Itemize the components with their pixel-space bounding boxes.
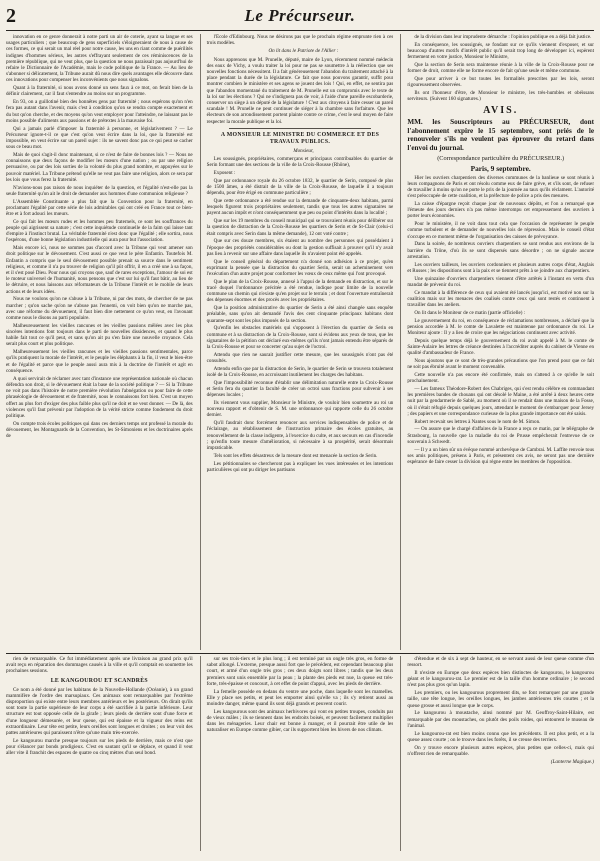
- paragraph: Pour le ministère, il ne voit dans tout cela que l'occasion de représenter le peuple comme turbulent et de demander de nouvelles lois de répression. Mais le conseil d'état s'occupe en ce moment même de l'organisation des caisses de prévoyance.: [407, 221, 595, 240]
- paragraph: Les premiers, ou les kangourous proprement dits, se font remarquer par une grande taille, une tête longue, les oreilles longues, les jambes antérieures très courtes ; et la queue grosse et aussi longue que le corps.: [407, 690, 595, 709]
- feuilleton-body: [6, 687, 193, 757]
- paragraph: Qu'il faudrait donc forcément renoncer aux services indispensables de police et de l'éclairage, au rétablissement de l'instruction primaire des écoles gratuites, au renouvellement de la classe indigente, à l'exercice du culte, et aux secours en cas d'incendie ; qu'enfin toute mesure d'amélioration, si nécessaire à sa prospérité, serait désormais impraticable.: [206, 420, 394, 452]
- paragraph: Que l'impossibilité reconnue d'établir une délimitation naturelle entre la Croix-Rousse et Serin fera du quartier la faculté de créer un octroi sans fractions pour subvenir à ses dépenses locales ;: [206, 379, 394, 399]
- column-1-body: [6, 34, 193, 439]
- feuilleton-heading: LE KANGOUROU ET SCANDRÈS: [50, 677, 148, 684]
- column-2-body: [207, 57, 394, 125]
- masthead: [6, 4, 594, 31]
- lower-column-1-body: [6, 656, 193, 675]
- paragraph: Que cette ordonnance a été rendue sur la demande de cinquante-deux habitans, parmi lesquels figurent trois propriétaires seulement, tandis que tous les autres signataires ne payent aucun impôt et n'ont conséquemment que peu ou point d'intérêts dans la localité ;: [206, 198, 394, 217]
- paragraph: innovation en ce genre donnerait à notre parti un air de coterie, ayant sa langue et ses usages particuliers ; que beaucoup de gens superficiels s'éloigneraient de nous à cause de ces formes, ce qui serait un mal réel pour notre cause, les uns en riant comme de puérilités indignes d'hommes sérieux, les autres s'effrayant seulement de ces réminiscences de la première république, qui ne veut plus, que la question ne nous paraissait pas aujourd'hui de refaire le Dictionnaire de l'Académie, mais le code politique de la France. — Au lieu de s'abonner si délicatement, la Tribune aurait dû nous dire quels avantages elle découvre dans ces innovations pour compenser les inconvénients que nous signalons.: [6, 34, 193, 84]
- column-2-intro: l'École d'Edinbourg. Nous ne désirons pas que le prochain régime emprunte rien à ces trois modèles.: [206, 34, 394, 47]
- paragraph: Que par ordonnance royale du 26 octobre 1832, le quartier de Serin, composé de plus de 1500 âmes, a été distrait de la ville de la Croix-Rousse, de laquelle il a toujours dépendu, pour être érigé en commune particulière ;: [206, 177, 394, 197]
- paragraph: Malheureusement les vieilles rancunes et les vieilles passions mêlées avec les plus sincères intentions font toujours dans le parti de nouvelles dissidences, et quand le plus habile fait tout ce qu'il peut, et sans qu'on ait pu s'en faire une nouvelle croyance. Cela serait plus court et plus politique.: [6, 322, 193, 348]
- paragraph: Que sur les 19 membres du conseil municipal qui se trouvaient réunis pour délibérer sur la question de distraction de la Croix-Rousse les quartiers de Serin et de St-Clair (celui-ci était compris avec Serin dans la même demande), 12 ont voté contre ;: [206, 218, 394, 237]
- lower-column-3-body: [407, 656, 594, 757]
- paragraph: Attendu que rien ne saurait justifier cette mesure, que les soussignés n'ont pas été consultés.: [206, 351, 394, 365]
- paragraph: En conséquence, les soussignés, se fondant sur ce qu'ils viennent d'exposer, et sur beaucoup d'autres motifs d'intérêt public qu'il serait trop long de développer ici, espèrent fermement en votre justice, Monsieur le Ministre,: [407, 41, 595, 61]
- paragraph: Mais de quoi s'agit-il donc maintenant, si ce n'est de faire de bonnes lois ? — Nous ne connaissons que deux façons de modifier les mœurs d'une nation ; ou par une religion persuasive, ou par des lois sorties de la volonté du plus grand nombre, et appuyées sur le pouvoir matériel. La Tribune prétend qu'elle ne veut pas faire une religion, alors ce sera par les lois que vous ferez la fraternité.: [6, 152, 193, 183]
- paragraph: Une quinzaine d'ouvriers charpentiers viennent d'être arrêtés à l'instant en vertu d'un mandat de prévenir du roi.: [407, 275, 595, 288]
- section-title: On lit dans le Patriote de l'Allier :: [268, 48, 339, 55]
- section-divider: [229, 128, 372, 129]
- paragraph: L'Assemblée Constituante a plus fait que la Convention pour la fraternité, en proclamant l'égalité par cette série de lois admirables qui ont créé en France tout ce bien-être et à fort adouci les mœurs.: [6, 198, 193, 218]
- paragraph: Dans la soirée, de nombreux ouvriers charpentiers se sont rendus aux environs de la barrière du Trône, d'où ils se sont dispersés sans désordre ; on ne signale aucune arrestation.: [407, 241, 595, 260]
- paris-news-body: [407, 175, 594, 466]
- paragraph: Attendu enfin que par la distraction de Serin, le quartier de Serin se trouvera totalement isolé de la Croix-Rousse, en accroissant inutilement les charges des habitans.: [206, 365, 394, 379]
- column-3: [400, 34, 594, 650]
- paragraph: Ce qui fait les mœurs rudes et les hommes peu fraternels, ce sont les souffrances du peuple qui aigrissent sa nature ; c'est cette inquiétude continuelle de la faim qui laisse tant d'empire à l'instinct brutal. La véritable fraternité n'est donc que l'égalité ; elle sortira, nous l'espérons, d'une bonne législation industrielle qui aura pour but l'association.: [6, 218, 193, 244]
- letter-heading: A MONSIEUR LE MINISTRE DU COMMERCE ET DES TRAVAUX PUBLICS.: [220, 131, 380, 145]
- paragraph: Il n'existe en Europe que deux espèces bien distinctes de kangourou, le kangourou géant et le kangourou-rat. Le premier est de la taille d'un homme ordinaire ; le second n'est pas plus gros qu'un lapin.: [407, 670, 595, 689]
- source-signature: (Lanterne Magique.): [550, 758, 595, 765]
- letter-salutation: Monsieur,: [293, 147, 314, 154]
- page-number: 2: [6, 5, 16, 27]
- lower-column-1: [6, 656, 193, 851]
- paragraph: Qui a jamais parlé d'imposer la fraternité à personne, et législativement ? — Le Précurseur ignore-t-il ce que c'est qu'on veut écrire dans la loi, que la fraternité est impossible, en veut écrire sur un pareil sujet : ils ne savent donc pas ce qui peut se cacher sous ce beau mot.: [6, 125, 193, 151]
- avis-notice: MM. les Souscripteurs au PRÉCURSEUR, dont l'abonnement expire le 15 septembre, sont priés de le renouveler s'ils ne veulent pas éprouver du retard dans l'envoi du journal.: [407, 118, 595, 152]
- column-2: [200, 34, 394, 650]
- column-3-intro: de la division dans leur imprudente démarche : l'opinion publique en a déjà fait justice.: [414, 34, 592, 40]
- paragraph: Les kangourous sont des animaux herbivores qui vont en petites troupes, conduits par de vieux mâles ; ils se tiennent dans les endroits boisés, et peuvent facilement multiplier dans les ménageries. Leur chair est bonne à manger, et il pourrait être utile de les naturaliser en Europe comme gibier, car ils supportent bien les hivers de nos climats.: [206, 708, 394, 734]
- avis-heading: AVIS.: [483, 105, 519, 117]
- paragraph: Robert recevait ses lettres à Nantes sous le nom de M. Simon.: [414, 418, 541, 425]
- journal-title: Le Précurseur.: [244, 6, 356, 25]
- paragraph: Ce nom a été donné par les habitans de la Nouvelle-Hollande (Océanie), à un grand mammifère de l'ordre des marsupiaux. Ces animaux sont remarquables par l'extrême disproportion qui existe entre leurs membres antérieurs et les postérieurs. On dirait qu'ils sont toute la partie supérieure de leur corps a été sacrifiée à la partie inférieure. Leur structure est tout opposée celle de la girafe ; leurs pieds de derrière sont d'une force et d'une longueur démesurée, et leur queue, qui est épaisse et la vigueur des reins est extraordinaire. Leur tête est petite, leurs oreilles sont longues et droites ; on leur voit des pattes antérieures qui paraissent n'être qu'une main très-exercée.: [6, 686, 193, 737]
- paragraph: Nous ajoutons que ce sont de très-grandes précautions que l'on prend pour que ce fait ne soit pas ébruité avant le moment convenable.: [407, 358, 595, 371]
- paragraph: Ce mandat à la différence de ceux qui avaient été lancés jusqu'ici, est motivé non sur la coalition mais sur les menaces des coalisés contre ceux qui sont restés et continuent à travailler dans les ateliers.: [407, 289, 595, 309]
- paragraph: Malheureusement les vieilles rancunes et les vieilles passions sentimentales, parce qu'ils pratiquent la morale de l'intérêt, et le peuple les éléphants à la fin, il veut le bien-être et de l'égalité et parce que le peuple aussi aura mis à la doctrine de l'intérêt et agit en conséquence.: [6, 349, 193, 374]
- lower-column-3: [400, 656, 594, 851]
- correspondence-heading: (Correspondance particulière du PRÉCURSEUR.): [437, 155, 565, 163]
- paragraph: On y trouve encore plusieurs autres espèces, plus petites que celles-ci, mais qui n'offrent rien de remarquable.: [407, 744, 595, 757]
- paragraph: Cette nouvelle n'a pas encore été confirmée, mais on s'attend à ce qu'elle le soit prochainement.: [407, 372, 595, 385]
- paragraph: Le gouvernement du roi, en conséquence de réclamations nombreuses, a déclaré que la pension accordée à M. le comte de Lavalette est maintenue par ordonnance du roi. Le Moniteur ajoute : Il y a lieu de croire que les négociations continuent avec activité.: [407, 317, 595, 337]
- paragraph: — Les fameux Théodore-Robert des Chabriges, qui s'est rendu célèbre en commandant les premières bandes de chouans qui ont désolé le Maine, a été arrêté à deux heures cette nuit par la gendarmerie de Sablé, au moment où il se rendait dans une maison de la Fosse, où il s'était réfugié depuis quelques jours, attendant le moment de s'embarquer pour Jersey ; des papiers et une correspondance curieuse de la plus grande importance ont été saisis.: [407, 386, 595, 417]
- paragraph: Que la section de Serin sera maintenue réunie à la ville de la Croix-Rousse pour ne former de droit, comme elle ne forme encore de fait qu'une seule et même commune.: [407, 62, 595, 75]
- paragraph: N'avions-nous pas raison de nous inquiéter de la question, et l'égalité n'est-elle pas la seule fraternité qu'on ait le droit de demander aux hommes d'une communion religieuse ?: [6, 184, 193, 197]
- paragraph: Qu'enfin les obstacles matériels qui s'opposent à l'érection du quartier de Serin en commune et à sa distraction de la Croix-Rousse, sont si évidens aux yeux de tous, que les signataires de la pétition ont déclaré eux-mêmes qu'ils n'ont jamais entendu être séparés de la Croix-Rousse et pour se concerter qu'au sujet de l'octroi.: [206, 325, 394, 351]
- paragraph: d'étendue et de six à sept de hauteur, en se servant aussi de leur queue comme d'un ressort.: [407, 656, 595, 669]
- letter-closing: Ils ont l'honneur d'être, de Monsieur le ministre, les très-humbles et obéissans serviteurs. (Suivent 160 signatures.): [407, 90, 595, 103]
- paragraph: sur ses trois-tiers et le plus long ; il est terminé par un ongle très gros, en forme de sabot allongé. L'externe, presque aussi fort que le précédent, est cependant beaucoup plus court, et armé d'un ongle très gros ; ces deux doigts sont libres ; tandis que les deux premiers sont unis ensemble par la peau ; la plante des pieds est nue, la queue est très-forte, très-épaisse et concourt, à cet effet de point d'appui, avec les pieds de derrière.: [206, 656, 394, 687]
- lower-column-2-body: [207, 656, 394, 734]
- paragraph: Les soussignés, propriétaires, commerçans et principaux contribuables du quartier de Serin formant une des sections de la ville de la Croix-Rousse (Rhône),: [206, 156, 394, 169]
- paragraph: La caisse d'épargne reçoit chaque jour de nouveaux dépôts, et l'on a remarqué que l'émeute des jours derniers n'a pas même interrompu cet empressement des ouvriers à porter leurs économies.: [407, 201, 595, 220]
- paragraph: Que le plan de la Croix-Rousse, annexé à l'appui de la demande en distraction, et sur le tracé duquel l'ordonnance précitée a été rendue, indique pour limite de la nouvelle commune un chemin qui n'existe qu'en projet sur le terrain ; et dont l'ouverture entraînerait des dépenses énormes et des procès avec les propriétaires.: [206, 278, 394, 304]
- paragraph: Quant à la fraternité, si nous avons donné un sens faux à ce mot, on ferait bien de la définir clairement, car il faut s'entendre au moins sur un programme.: [6, 85, 193, 98]
- paragraph: La femelle possède en dedans du ventre une poche, dans laquelle sont les mamelles. Elle y place ses petits, et peut les emporter ainsi qu'elle va ; ils s'y retirent aussi au moindre danger, même quand ils sont déjà grands et peuvent courir.: [206, 688, 394, 708]
- dateline: Paris, 9 septembre.: [470, 163, 531, 173]
- feuilleton-divider: [6, 653, 594, 654]
- upper-columns: [6, 34, 594, 650]
- paragraph: Les ouvriers tailleurs, les ouvriers cordonniers et plusieurs autres corps d'état, Anglais et Russes ; les dispositions sont à la paix et se tiennent prêts à se joindre aux charpentiers.: [407, 261, 595, 274]
- paragraph: Depuis quelque temps déjà le gouvernement du roi avait appelé à M. le comte de Sainte-Aulaire les lettres de créance destinées à l'accréditer auprès du cabinet de Vienne en qualité d'ambassadeur de France.: [407, 337, 595, 357]
- paragraph: Hier les ouvriers charpentiers des diverses communes de la banlieue se sont réunis à leurs compagnons de Paris et ont résolu comme eux de faire grève, et s'ils sont, de refuser de travailler à moins qu'on ne porte le prix de la journée au taux qu'ils réclament. L'autorité s'est préoccupée de cette coalition, et la préfecture de police a pris des mesures.: [407, 174, 595, 200]
- paragraph: Que sur ces douze membres, six étaient au nombre des personnes qui possédaient à l'époque des propriétés considérables ou dont la gestion suffisait à prouver qu'il n'y avait pas lieu à revenir sur une affaire dans laquelle ils n'avaient point été appelés.: [206, 238, 394, 257]
- paragraph: A quoi servirait de réclamer avec tant d'instance une représentation nationale où chacun défendra son droit, si le dévouement était la base de la société politique ? — Si la Tribune ne voit pas dans l'histoire de notre première révolution l'abnégation ou pour faire de cette phraséologie de dévouement et de fraternité, nous le connaissons fort bien. C'est un moyen offert au plus fort d'exiger des plus faible plus qu'il ne doit et ne veut donner. — De là, des violences qu'il faut prévenir par l'adoption de la vérité stricte comme fondement du droit politique.: [6, 375, 193, 419]
- paragraph: On compte trois écoles politiques qui dans ces derniers temps ont professé la morale du dévouement, les Montagnards de la Convention, les St-Simoniens et les doctrinaires après de: [6, 420, 193, 440]
- paragraph: Ils viennent vous supplier, Monsieur le Ministre, de vouloir bien soumettre au roi un nouveau rapport et d'obtenir de S. M. une ordonnance qui rapporte celle du 26 octobre dernier.: [206, 400, 394, 419]
- paragraph: Mais encore ici, nous ne sommes pas d'accord avec la Tribune qui veut amener son droit politique sur le dévouement. C'est aussi ce que veut le père Enfantin. Toutefois M. Enfantin a compris que le seul dévouement possible prenait sa source dans le sentiment religieux, et comme il n'a pu trouver de religion qu'il pût offrir, il en a créé une à sa façon, et il s'est posé Dieu. Pour nous qui croyons que, sauf de rares exceptions, l'amour de soi est le moteur universel de l'humanité, nous pensons que c'est sur lui qu'il faut bâtir, au lieu de le détruire, et nous laissons aux réformateurs de la Tribune l'intérêt et le mobile de leurs actions et de leurs idées.: [6, 245, 193, 295]
- paragraph: On lit dans le Moniteur de ce matin (partie officielle) :: [414, 309, 526, 316]
- paragraph: Que la position administrative du quartier de Serin a été ainsi changée sans enquête préalable, sans qu'on ait demandé l'avis des cent cinquante principaux habitans dont quarante-sept sont les plus imposés de la section.: [206, 305, 394, 324]
- paragraph: Nous apprenons que M. Prunelle, député, maire de Lyon, récemment nommé médecin des eaux de Vichy, a voulu traiter la loi pour ne pas se soumettre à la réélection que ses nouvelles fonctions nécessitent. Il a fait généreusement l'abandon du traitement attaché à la place pendant la durée de la législature. Ce fait que nous pouvons garantir, suffit pour montrer combien le ministère et ses agens se jouent des lois ! Qui, en effet, ne sentira pas que l'abandon momentané du traitement de M. Prunelle est un compromis avec le texte de la loi sur les élections ? Qui ne s'indignera pas de voir, à l'aide d'une pareille escobarderie, conserver un siège à un député de la législature ! C'est aux citoyens à faire cesser un pareil scandale ! M. Prunelle ne peut continuer de siéger à la chambre sans forfaiture. Que les électeurs de son arrondissement portent plainte contre ce crime, c'est le seul moyen de faire respecter la morale publique et la loi.: [206, 56, 394, 125]
- paragraph: Nous ne voulons qu'on ne s'abuse à la Tribune, ni par des mots, de chercher de ne pas marcher ; qu'on sache qu'on ne s'abuse pas l'ennemi, on voit bien qu'on ne marche pas, avec une réforme du dévouement, il faut bien dire nettement ce qu'on veut, en l'avouant comme nous le disons au parti populaire.: [6, 296, 193, 322]
- paragraph: En 93, on a guillotiné bien des honnêtes gens par fraternité ; nous espérons qu'on n'en fera pas autant dans l'avenir, mais c'est à condition qu'on se rendra compte exactement et du but qu'on cherche, et des moyens qu'on veut employer pour l'atteindre, ne laissant pas le moins possible d'aliments aux passions et de prétextes à la mauvaise foi.: [6, 99, 193, 124]
- paragraph: Le kangourou marche presque toujours sur les pieds de derrière, mais ce n'est que pour s'élancer par bonds prodigieux. C'est en sautant qu'il se déplace, et quand il veut aller vite il franchit des espaces de quatre ou cinq mètres d'un seul bond.: [6, 737, 193, 757]
- paragraph: Le kangourou-rat est bien moins connu que les précédents. Il est plus petit, et a la queue assez courte ; on le trouve dans les forêts, il se creuse des terriers.: [407, 730, 595, 743]
- paragraph: Le kangourou à moustache, ainsi nommé par M. Geoffroy-Saint-Hilaire, est remarquable par des moustaches, ou plutôt des poils roides, qui entourent le museau de l'animal.: [407, 710, 595, 729]
- paragraph: rien de remarquable. Ce fut immédiatement après une livraison au grand prix qu'il avait reçu en réparation des dommages causés à la ville et qu'il comptait en soumettre les prochaines sessions.: [6, 656, 193, 675]
- letter-body: [207, 156, 394, 473]
- paragraph: — Il y a un bien sûr un évêque nommé archevêque de Cambrai. M. Laffite renvoie tous ses amis politiques, présens à Paris, et présentent ces avis, ne seront pas une dernière espérance de faire cesser la division qui règne entre les membres de l'opposition.: [407, 446, 595, 466]
- paragraph: — On assure que le chargé d'affaires de la France a reçu ce matin, par le télégraphe de Strasbourg, la nouvelle que la maladie du roi de Prusse empêcherait l'entrevue de ce souverain à Schwedt.: [407, 426, 595, 445]
- paragraph: Les pétitionnaires se chercheront pas à expliquer les vues intéressées et les intentions particulières qui ont pu diriger les partisans: [206, 460, 394, 473]
- lower-columns: [6, 656, 594, 851]
- paragraph: Que pour arriver à ce but toutes les formalités prescrites par les lois, seront rigoureusement observées.: [407, 76, 595, 89]
- lower-column-2: [200, 656, 394, 851]
- column-3-body: [407, 42, 594, 89]
- paragraph: Que le conseil général du département n'a donné son adhésion à ce projet, qu'en exprimant la pensée que la distraction du quartier Serin, serait un acheminement vers l'exécution d'un autre projet pour conformer les vœux de ceux même qui l'ont provoqué.: [206, 258, 394, 278]
- paragraph: Tels sont les effets désastreux de la mesure dont est menacée la section de Serin.: [213, 452, 378, 459]
- paragraph: Exposent :: [213, 170, 236, 177]
- column-1: [6, 34, 193, 650]
- newspaper-page: [6, 4, 594, 853]
